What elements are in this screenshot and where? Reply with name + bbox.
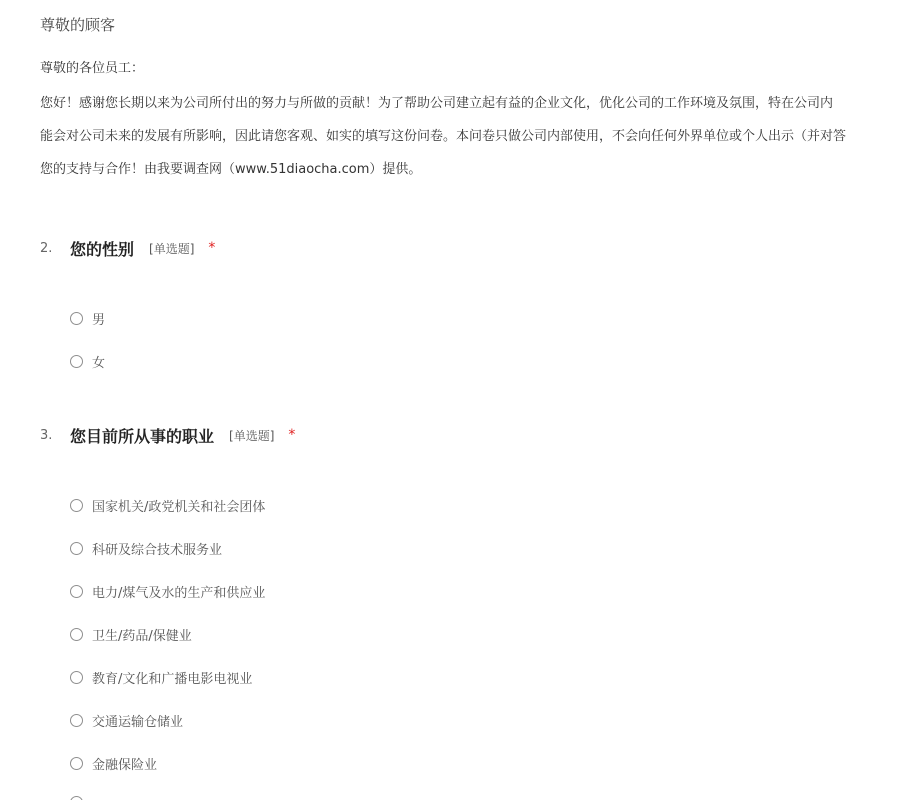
- intro-salutation: 尊敬的各位员工：: [40, 61, 145, 76]
- radio-button[interactable]: [70, 628, 83, 641]
- question-type-label: [单选题]: [229, 428, 275, 443]
- required-marker: *: [288, 427, 296, 443]
- required-marker: *: [208, 240, 216, 256]
- radio-option-government[interactable]: [70, 495, 265, 515]
- radio-button[interactable]: [70, 355, 83, 368]
- option-label: 科研及综合技术服务业: [92, 542, 223, 558]
- option-label: 金融保险业: [92, 757, 158, 773]
- option-label: 男: [92, 312, 106, 328]
- intro-paragraph-line: 您的支持与合作！由我要调查网（www.51diaocha.com）提供。: [40, 162, 422, 177]
- radio-option-utilities[interactable]: [70, 581, 265, 601]
- radio-button[interactable]: [70, 499, 83, 512]
- option-label: 国家机关/政党机关和社会团体: [92, 499, 266, 515]
- question-gender: [40, 235, 215, 261]
- radio-button[interactable]: [70, 796, 83, 800]
- question-title: 您的性别: [70, 239, 135, 259]
- question-number: 2.: [40, 240, 53, 256]
- greeting-heading: 尊敬的顾客: [40, 16, 116, 34]
- intro-paragraph-line: 您好！感谢您长期以来为公司所付出的努力与所做的贡献！为了帮助公司建立起有益的企业文化，优化公司的工作环境及氛围，特在公司内: [40, 96, 834, 111]
- radio-option-education[interactable]: [70, 667, 252, 687]
- radio-option-health[interactable]: [70, 624, 192, 644]
- radio-option-female[interactable]: [70, 351, 105, 371]
- question-type-label: [单选题]: [149, 241, 195, 256]
- option-label: 卫生/药品/保健业: [92, 628, 192, 644]
- radio-button[interactable]: [70, 714, 83, 727]
- option-label: 交通运输仓储业: [92, 714, 184, 730]
- radio-button[interactable]: [70, 585, 83, 598]
- radio-option-male[interactable]: [70, 308, 105, 328]
- radio-option-finance[interactable]: [70, 753, 157, 773]
- radio-option-partial[interactable]: [70, 792, 92, 800]
- radio-button[interactable]: [70, 542, 83, 555]
- question-occupation: [40, 422, 295, 448]
- intro-paragraph-line: 能会对公司未来的发展有所影响，因此请您客观、如实的填写这份问卷。本问卷只做公司内部使用，不会向任何外界单位或个人出示（并对答: [40, 129, 847, 144]
- radio-option-research[interactable]: [70, 538, 222, 558]
- question-number: 3.: [40, 427, 53, 443]
- option-label: 教育/文化和广播电影电视业: [92, 671, 253, 687]
- radio-option-transport[interactable]: [70, 710, 183, 730]
- option-label: 电力/煤气及水的生产和供应业: [92, 585, 266, 601]
- radio-button[interactable]: [70, 671, 83, 684]
- option-label: 女: [92, 355, 106, 371]
- question-title: 您目前所从事的职业: [70, 426, 215, 446]
- radio-button[interactable]: [70, 757, 83, 770]
- radio-button[interactable]: [70, 312, 83, 325]
